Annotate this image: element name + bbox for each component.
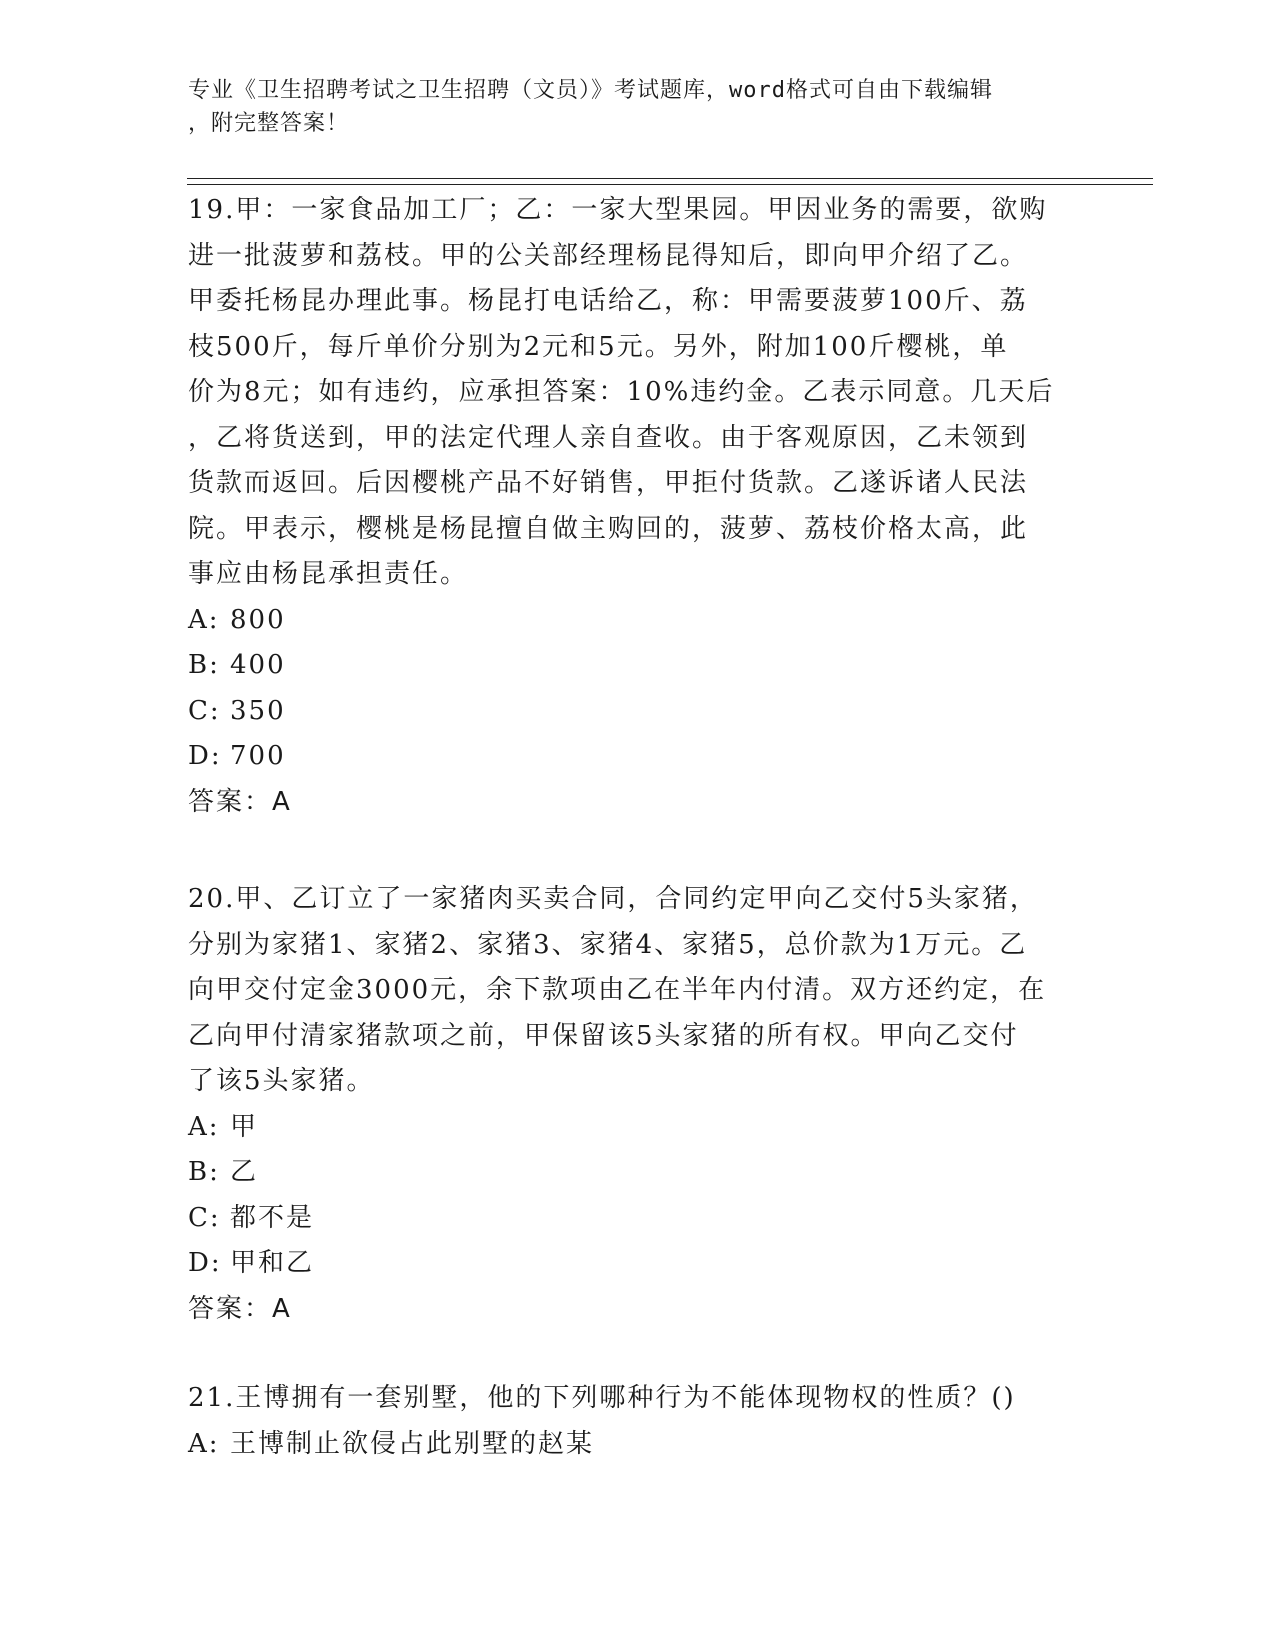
option-text: 乙 [230,1157,259,1187]
option-text: 700 [230,741,286,771]
question-stem-line: 了该5头家猪。 [188,1066,375,1096]
option-letter: A: [188,604,220,635]
option-a [188,598,1098,644]
answer-label: 答案：A [188,786,292,817]
question-stem-line: 事应由杨昆承担责任。 [188,559,469,589]
question-stem-line: 乙向甲付清家猪款项之前，甲保留该5头家猪的所有权。甲向乙交付 [188,1020,1019,1051]
option-letter: A: [188,1111,220,1142]
question-20 [188,877,1098,1332]
option-letter: B: [188,1157,220,1187]
question-stem-line: 货款而返回。后因樱桃产品不好销售，甲拒付货款。乙遂诉诸人民法 [188,468,1029,498]
option-a [188,1105,1098,1151]
question-stem-line: 分别为家猪1、家猪2、家猪3、家猪4、家猪5，总价款为1万元。乙 [188,929,1028,960]
header-divider-bottom [187,184,1153,185]
answer-label: 答案：A [188,1293,292,1324]
option-d [188,1241,1098,1287]
header-line-2: ，附完整答案！ [188,111,350,136]
option-text: 甲 [230,1111,259,1142]
option-a [188,1422,1098,1468]
option-b [188,1150,1098,1196]
question-21 [188,1376,1098,1467]
option-text: 350 [230,695,286,726]
option-text: 800 [230,604,286,635]
question-stem-line: ，乙将货送到，甲的法定代理人亲自查收。由于客观原因，乙未领到 [188,422,1029,453]
option-text: 都不是 [230,1202,315,1233]
question-stem-line: 20.甲、乙订立了一家猪肉买卖合同，合同约定甲向乙交付5头家猪， [188,884,1038,914]
document-header [188,74,1088,140]
question-stem-line: 21.王博拥有一套别墅，他的下列哪种行为不能体现物权的性质？() [188,1383,1016,1413]
option-d [188,734,1098,780]
header-line-1: 专业《卫生招聘考试之卫生招聘（文员）》考试题库，word格式可自由下载编辑 [188,78,993,103]
header-divider-top [187,178,1153,179]
option-letter: A: [188,1428,220,1459]
option-b [188,643,1098,689]
option-text: 400 [230,650,286,680]
option-letter: B: [188,650,220,680]
option-letter: D: [188,741,222,771]
question-stem-line: 院。甲表示，樱桃是杨昆擅自做主购回的，菠萝、荔枝价格太高，此 [188,513,1029,544]
option-text: 甲和乙 [230,1248,315,1278]
option-c [188,1196,1098,1242]
option-letter: D: [188,1248,222,1278]
question-stem-line: 进一批菠萝和荔枝。甲的公关部经理杨昆得知后，即向甲介绍了乙。 [188,240,1029,271]
option-letter: C: [188,1202,221,1233]
question-19 [188,188,1098,825]
option-text: 王博制止欲侵占此别墅的赵某 [230,1428,595,1459]
question-stem-line: 枝500斤，每斤单价分别为2元和5元。另外，附加100斤樱桃，单 [188,331,1009,362]
question-stem-line: 19.甲：一家食品加工厂；乙：一家大型果园。甲因业务的需要，欲购 [188,195,1048,225]
option-c [188,689,1098,735]
option-letter: C: [188,695,221,726]
question-stem-line: 甲委托杨昆办理此事。杨昆打电话给乙，称：甲需要菠萝100斤、荔 [188,286,1028,316]
question-stem-line: 价为8元；如有违约，应承担答案：10%违约金。乙表示同意。几天后 [188,377,1055,407]
question-stem-line: 向甲交付定金3000元，余下款项由乙在半年内付清。双方还约定，在 [188,975,1047,1005]
